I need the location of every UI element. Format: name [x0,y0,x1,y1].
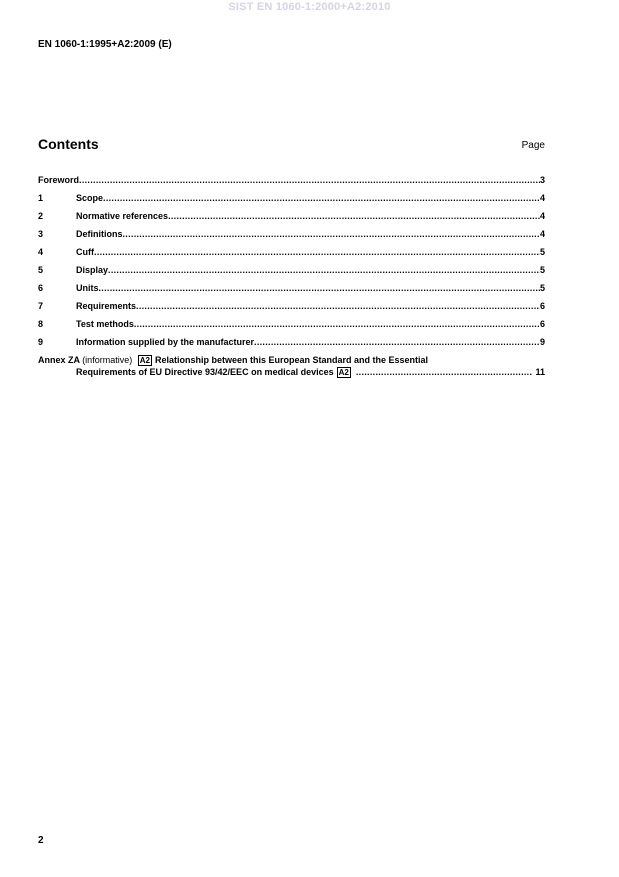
toc-entry-number: 8 [38,319,44,329]
toc-entry-requirements[interactable] [38,301,545,319]
contents-heading: Contents [38,136,99,152]
annex-qualifier: (informative) [82,355,133,365]
amendment-end-marker-icon: A2 [338,368,349,377]
leader-dots [99,283,540,294]
leader-dots [136,301,540,312]
toc-entry-number: 3 [38,229,44,239]
toc-entry-page: 3 [539,175,545,185]
watermark: SIST EN 1060-1:2000+A2:2010 [228,1,391,13]
toc-entry-page: 5 [539,265,545,275]
toc-entry-title: Definitions [76,229,123,239]
toc-entry-normative-references[interactable] [38,211,545,229]
toc-entry-title: Cuff [76,247,94,257]
toc-entry-number: 9 [38,337,44,347]
leader-dots [108,265,540,276]
toc-entry-number: 7 [38,301,44,311]
toc-entry-title: Foreword [38,175,80,185]
toc-entry-title: Normative references [76,211,169,221]
page-column-label: Page [521,140,545,151]
toc-entry-page: 11 [535,367,545,377]
toc-entry-number: 2 [38,211,44,221]
toc-entry-page: 4 [539,211,545,221]
leader-dots [79,175,540,186]
table-of-contents [38,175,545,379]
toc-entry-title: Requirements [76,301,137,311]
toc-entry-test-methods[interactable] [38,319,545,337]
toc-entry-cuff[interactable] [38,247,545,265]
toc-entry-title: Display [76,265,109,275]
toc-entry-display[interactable] [38,265,545,283]
amendment-start-marker-icon: A2 [139,356,150,365]
toc-entry-page: 9 [539,337,545,347]
annex-title-line2: Requirements of EU Directive 93/42/EEC on medical devices [76,367,334,377]
leader-dots [168,211,540,222]
toc-entry-title: Test methods [76,319,134,329]
annex-title-line1: Relationship between this European Standard and the Essential [154,355,429,365]
toc-entry-title: Units [76,283,99,293]
toc-entry-title: Scope [76,193,104,203]
toc-entry-scope[interactable] [38,193,545,211]
page-number: 2 [38,835,44,846]
toc-entry-number: 4 [38,247,44,257]
document-identifier: EN 1060-1:1995+A2:2009 (E) [38,39,172,50]
annex-label: Annex ZA [38,355,80,365]
toc-entry-page: 6 [539,319,545,329]
toc-entry-foreword[interactable] [38,175,545,193]
leader-dots [134,319,540,330]
annex-continuation-line [38,367,545,379]
toc-entry-information-supplied[interactable] [38,337,545,355]
toc-entry-units[interactable] [38,283,545,301]
toc-entry-page: 5 [539,247,545,257]
toc-entry-definitions[interactable] [38,229,545,247]
toc-entry-page: 4 [539,229,545,239]
leader-dots [123,229,540,240]
toc-entry-page: 4 [539,193,545,203]
leader-dots [94,247,540,258]
toc-entry-title: Information supplied by the manufacturer [76,337,255,347]
toc-entry-number: 6 [38,283,44,293]
toc-entry-annex-za[interactable] [38,355,545,379]
toc-entry-number: 1 [38,193,44,203]
toc-entry-page: 5 [539,283,545,293]
toc-entry-page: 6 [539,301,545,311]
toc-entry-number: 5 [38,265,44,275]
annex-heading-line [38,355,545,367]
leader-dots [354,367,533,378]
leader-dots [103,193,540,204]
leader-dots [254,337,540,348]
